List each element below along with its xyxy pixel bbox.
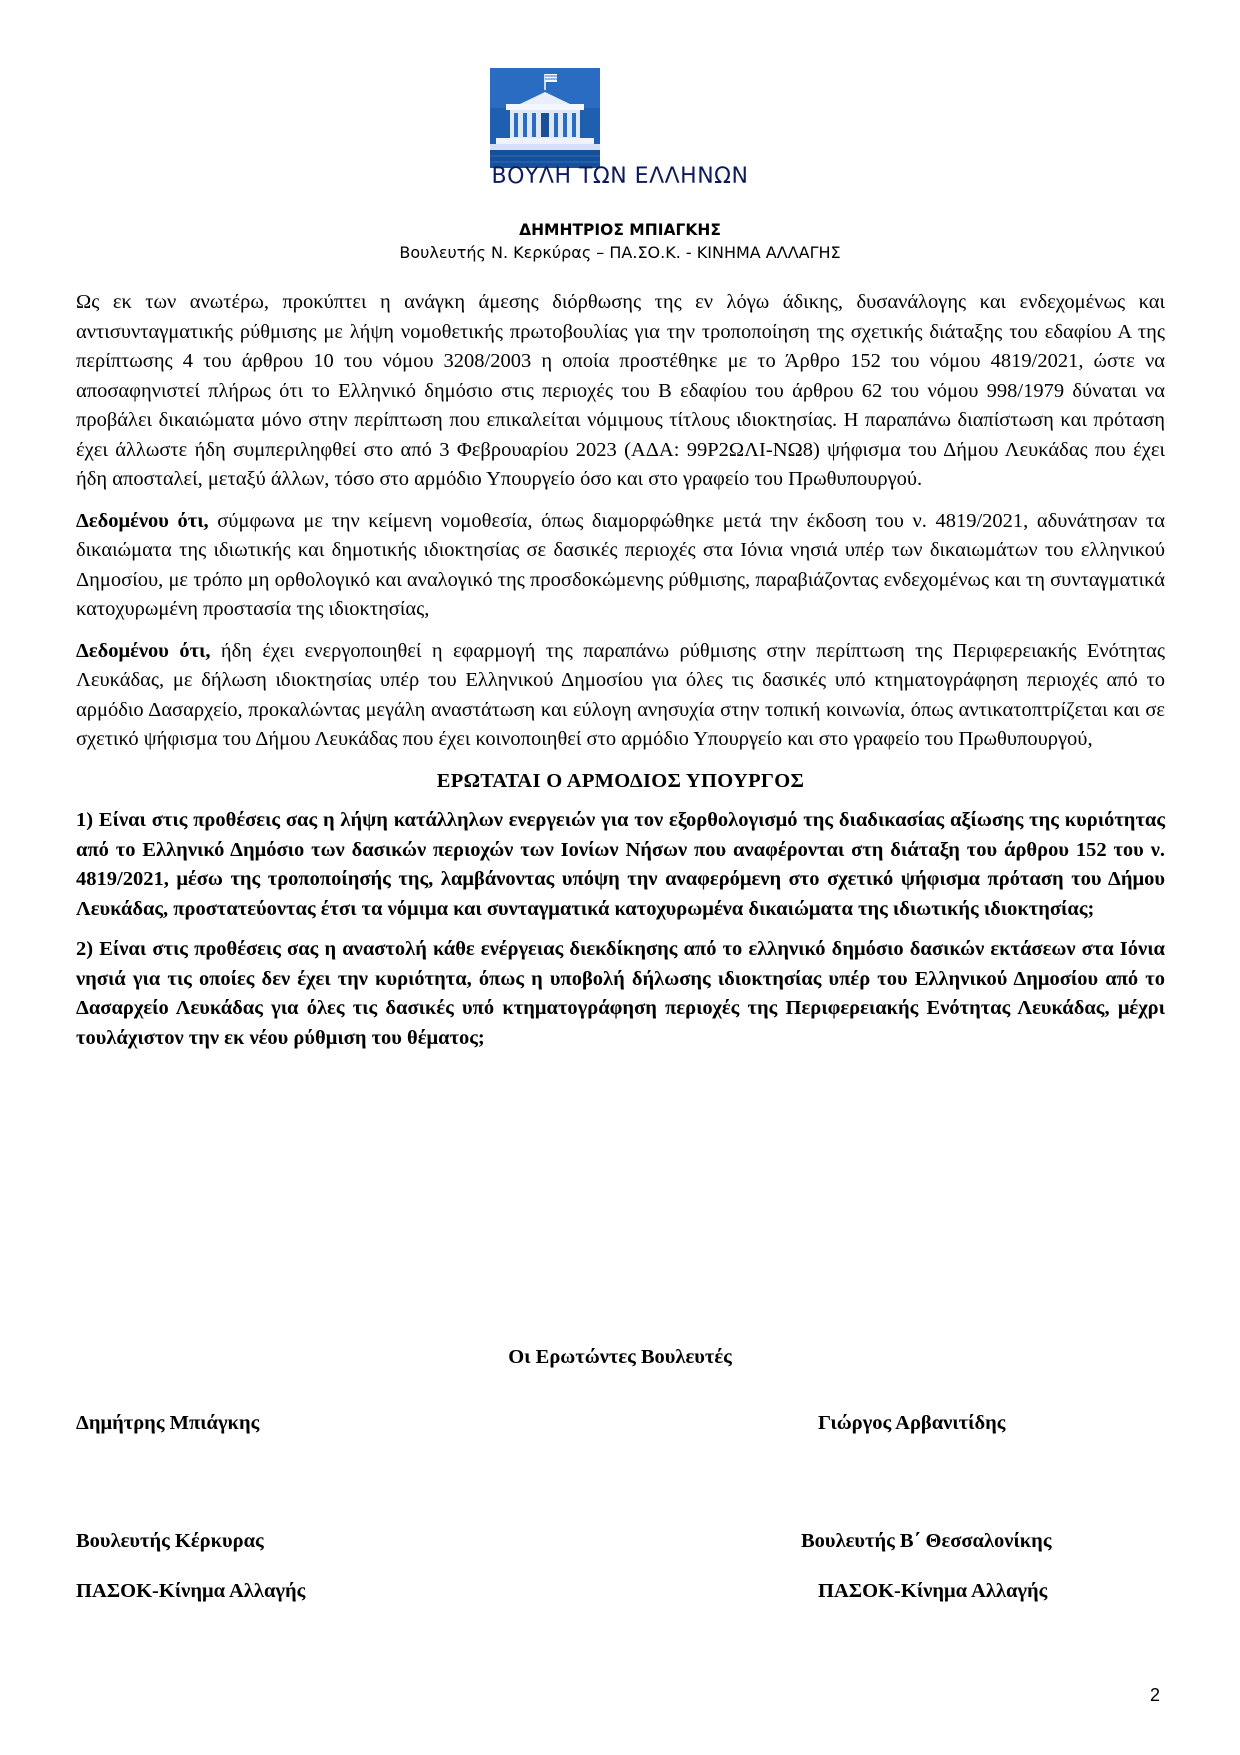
paragraph-2 [76, 507, 1165, 625]
parliament-logo-icon [490, 68, 600, 168]
right-signatory-name: Γιώργος Αρβανιτίδης [818, 1412, 1006, 1434]
question-1: 1) Είναι στις προθέσεις σας η λήψη κατάλληλων ενεργειών για τον εξορθολογισμό της διαδικασίας αξίωσης της κυριότητας από το Ελληνικό Δημόσιο των δασικών περιοχών των Ιονίων Νήσων που αναφέρονται στη διάταξη του άρθρου 152 του ν. 4819/2021, μέσω της τροποποίησής της, λαμβάνοντας υπόψη την αναφερόμενη στο σχετικό ψήφισμα πρόταση του Δήμου Λευκάδας, προστατεύοντας έτσι τα νόμιμα και συνταγματικά κατοχυρωμένα δικαιώματα της ιδιωτικής ιδιοκτησίας; [76, 809, 1165, 920]
left-signatory-party: ΠΑΣΟΚ-Κίνημα Αλλαγής [76, 1580, 306, 1602]
right-signatory-party: ΠΑΣΟΚ-Κίνημα Αλλαγής [818, 1580, 1048, 1602]
question-2: 2) Είναι στις προθέσεις σας η αναστολή κάθε ενέργειας διεκδίκησης από το ελληνικό δημόσιο δασικών εκτάσεων στα Ιόνια νησιά για τις οποίες δεν έχει την κυριότητα, όπως η υποβολή δήλωσης ιδιοκτησίας υπέρ του Ελληνικού Δημοσίου από το Δασαρχείο Λευκάδας για όλες τις δασικές υπό κτηματογράφηση περιοχές της Περιφερειακής Ενότητας Λευκάδας, μέχρι τουλάχιστον την εκ νέου ρύθμιση του θέματος; [76, 938, 1165, 1049]
paragraph-1: Ως εκ των ανωτέρω, προκύπτει η ανάγκη άμεσης διόρθωσης της εν λόγω άδικης, δυσανάλογης και ενδεχομένως και αντισυνταγματικής ρύθμισης με λήψη νομοθετικής πρωτοβουλίας για την τροποποίηση της σχετικής διάταξης του εδαφίου Α της περίπτωσης 4 του άρθρου 10 του νόμου 3208/2003 η οποία προστέθηκε με το Άρθρο 152 του νόμου 4819/2021, ώστε να αποσαφηνιστεί πλήρως ότι το Ελληνικό δημόσιο στις περιοχές του Β εδαφίου του άρθρου 62 του νόμου 998/1979 δύναται να προβάλει δικαιώματα μόνο στην περίπτωση που επικαλείται νόμιμους τίτλους ιδιοκτησίας. Η παραπάνω διαπίστωση και πρόταση έχει άλλωστε ήδη συμπεριληφθεί στο από 3 Φεβρουαρίου 2023 (ΑΔΑ: 99Ρ2ΩΛΙ-ΝΩ8) ψήφισμα του Δήμου Λευκάδας που έχει ήδη αποσταλεί, μεταξύ άλλων, τόσο στο αρμόδιο Υπουργείο όσο και στο γραφείο του Πρωθυπουργού. [76, 291, 1165, 490]
paragraph-3 [76, 637, 1165, 755]
right-signatory-title: Βουλευτής Β΄ Θεσσαλονίκης [801, 1530, 1052, 1552]
mp-name: ΔΗΜΗΤΡΙΟΣ ΜΠΙΑΓΚΗΣ [519, 221, 721, 239]
paragraph-2-text: σύμφωνα με την κείμενη νομοθεσία, όπως διαμορφώθηκε μετά την έκδοση του ν. 4819/2021, αδυνάτησαν τα δικαιώματα της ιδιωτικής και δημοτικής ιδιοκτησίας σε δασικές περιοχές στα Ιόνια νησιά υπέρ των δικαιωμάτων του ελληνικού Δημοσίου, με τρόπο μη ορθολογικό και αναλογικό της προσδοκώμενης ρύθμισης, παραβιάζοντας ενδεχομένως και τη συνταγματικά κατοχυρωμένη προστασία της ιδιοκτησίας, [76, 509, 1165, 620]
paragraph-3-text: ήδη έχει ενεργοποιηθεί η εφαρμογή της παραπάνω ρύθμισης στην περίπτωση της Περιφερειακής Ενότητας Λευκάδας, με δήλωση ιδιοκτησίας υπέρ του Ελληνικού Δημοσίου για όλες τις δασικές υπό κτηματογράφηση περιοχές από το αρμόδιο Δασαρχείο, προκαλώντας μεγάλη αναστάτωση και εύλογη ανησυχία στην τοπική κοινωνία, όπως αντικατοπτρίζεται και σε σχετικό ψήφισμα του Δήμου Λευκάδας που έχει κοινοποιηθεί στο αρμόδιο Υπουργείο και στο γραφείο του Πρωθυπουργού, [76, 639, 1165, 750]
paragraph-3-lead: Δεδομένου ότι, [76, 639, 211, 662]
signatories-heading: Οι Ερωτώντες Βουλευτές [508, 1346, 732, 1368]
left-signatory-title: Βουλευτής Κέρκυρας [76, 1530, 264, 1552]
paragraph-2-lead: Δεδομένου ότι, [76, 509, 209, 532]
left-signatory-name: Δημήτρης Μπιάγκης [76, 1412, 260, 1434]
parliament-name: ΒΟΥΛΗ ΤΩΝ ΕΛΛΗΝΩΝ [491, 164, 749, 189]
mp-role: Βουλευτής Ν. Κερκύρας – ΠΑ.ΣΟ.Κ. - ΚΙΝΗΜΑ ΑΛΛΑΓΗΣ [399, 243, 841, 262]
document-body [76, 288, 1165, 1064]
page-number: 2 [1150, 1685, 1161, 1705]
question-heading: ΕΡΩΤΑΤΑΙ Ο ΑΡΜΟΔΙΟΣ ΥΠΟΥΡΓΟΣ [436, 769, 805, 792]
